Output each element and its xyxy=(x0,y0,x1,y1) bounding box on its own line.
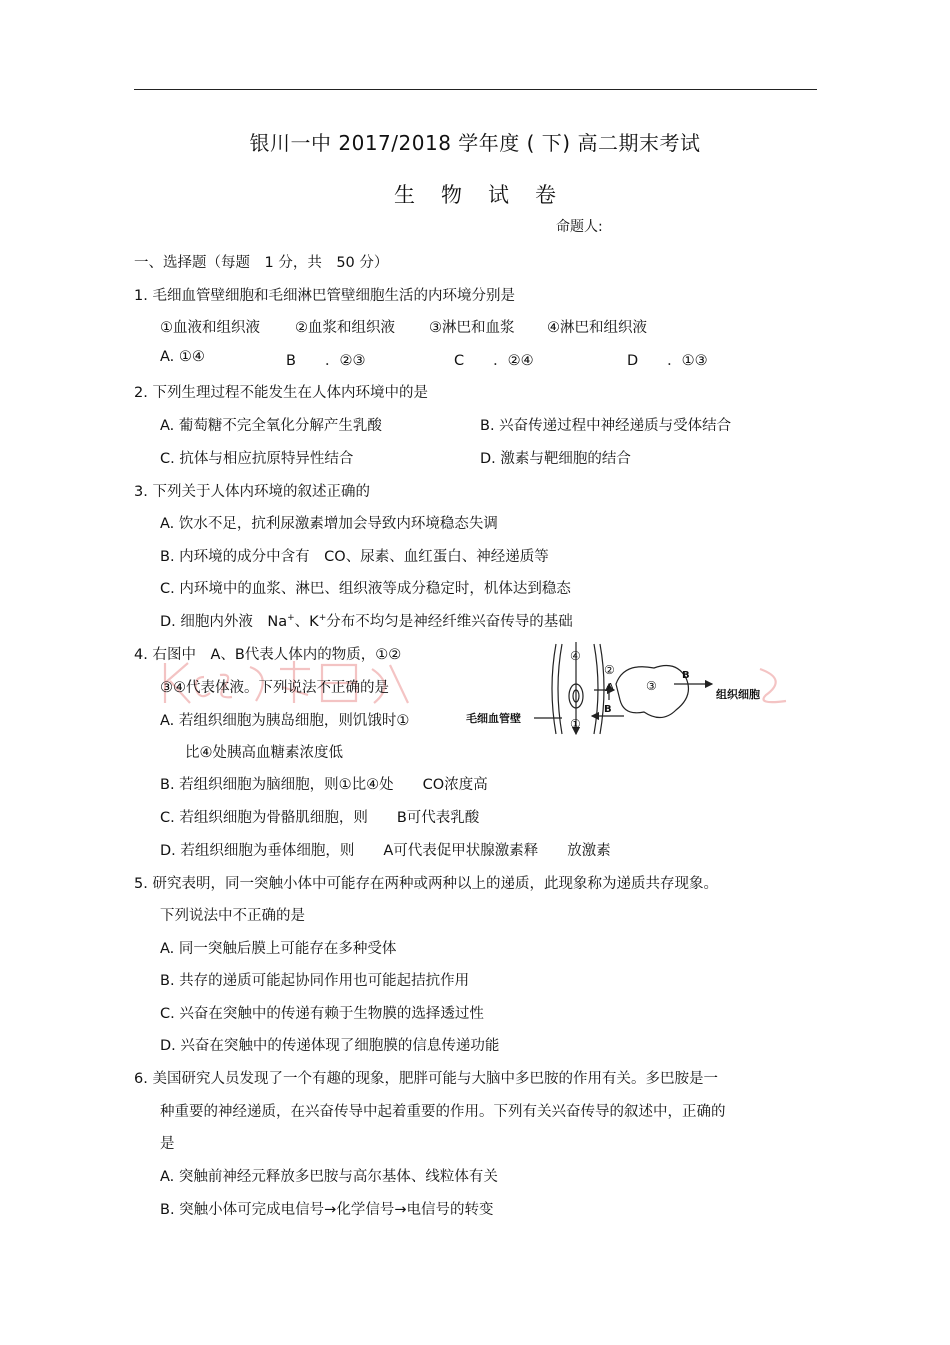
superscript-plus: + xyxy=(287,613,295,624)
top-rule xyxy=(134,89,817,90)
capillary-wall-right-inner xyxy=(600,644,604,734)
q6-option-a: A. 突触前神经元释放多巴胺与高尔基体、线粒体有关 xyxy=(160,1169,498,1185)
q1-item-4: ④淋巴和组织液 xyxy=(547,320,647,336)
q3-stem: 3. 下列关于人体内环境的叙述正确的 xyxy=(134,484,370,500)
q5-stem-1: 5. 研究表明，同一突触小体中可能存在两种或两种以上的递质，此现象称为递质共存现象。 xyxy=(134,876,718,892)
capillary-wall-left xyxy=(552,644,556,734)
q6-option-b: B. 突触小体可完成电信号→化学信号→电信号的转变 xyxy=(160,1202,494,1218)
q3-option-d-pre: D. 细胞内外液 Na xyxy=(160,614,288,630)
mark-3: ③ xyxy=(646,679,657,693)
letter-a: A xyxy=(607,682,614,693)
q6-stem-1: 6. 美国研究人员发现了一个有趣的现象，肥胖可能与大脑中多巴胺的作用有关。多巴胺是一 xyxy=(134,1071,718,1087)
capillary-wall-right xyxy=(594,644,598,734)
page-title: 银川一中 2017/2018 学年度 ( 下) 高二期末考试 xyxy=(249,131,701,155)
author-label: 命题人: xyxy=(556,219,603,235)
q6-stem-3: 是 xyxy=(160,1136,175,1152)
capillary-wall-left-inner xyxy=(558,644,562,734)
q1-option-c: C ．②④ xyxy=(454,353,534,369)
q1-option-d: D ．①③ xyxy=(627,353,708,369)
q3-option-d-mid: 、K xyxy=(294,614,319,630)
q1-option-b: B ．②③ xyxy=(286,353,366,369)
capillary-wall-label: 毛细血管壁 xyxy=(466,712,521,725)
mark-2: ② xyxy=(604,663,615,677)
letter-b-bottom: B xyxy=(604,704,612,715)
q4-stem-1: 4. 右图中 A、B代表人体内的物质，①② xyxy=(134,647,402,663)
q4-diagram xyxy=(464,638,784,738)
q4-stem-2: ③④代表体液。下列说法不正确的是 xyxy=(160,680,389,696)
q5-option-b: B. 共存的递质可能起协同作用也可能起拮抗作用 xyxy=(160,973,470,989)
q2-option-d: D. 激素与靶细胞的结合 xyxy=(480,451,631,467)
q6-stem-2: 种重要的神经递质，在兴奋传导中起着重要的作用。下列有关兴奋传导的叙述中，正确的 xyxy=(160,1104,726,1120)
q1-item-3: ③淋巴和血浆 xyxy=(429,320,515,336)
q5-stem-2: 下列说法中不正确的是 xyxy=(160,908,305,924)
q1-item-2: ②血浆和组织液 xyxy=(295,320,395,336)
tissue-cell-label: 组织细胞 xyxy=(716,688,760,701)
q1-stem: 1. 毛细血管壁细胞和毛细淋巴管壁细胞生活的内环境分别是 xyxy=(134,288,515,304)
q3-option-c: C. 内环境中的血浆、淋巴、组织液等成分稳定时，机体达到稳态 xyxy=(160,581,571,597)
q5-option-a: A. 同一突触后膜上可能存在多种受体 xyxy=(160,941,397,957)
section-heading: 一、选择题（每题 1 分，共 50 分） xyxy=(134,255,389,271)
q4-option-a-1: A. 若组织细胞为胰岛细胞，则饥饿时① xyxy=(160,713,410,729)
mark-4: ④ xyxy=(570,649,581,663)
q3-option-b: B. 内环境的成分中含有 CO、尿素、血红蛋白、神经递质等 xyxy=(160,549,549,565)
subject-title: 生物试卷 xyxy=(394,183,582,207)
q2-option-b: B. 兴奋传递过程中神经递质与受体结合 xyxy=(480,418,732,434)
q4-option-a-2: 比④处胰高血糖素浓度低 xyxy=(185,745,343,761)
q4-option-d: D. 若组织细胞为垂体细胞，则 A可代表促甲状腺激素释 放激素 xyxy=(160,843,611,859)
q3-option-d xyxy=(160,610,573,631)
q4-option-c: C. 若组织细胞为骨骼肌细胞，则 B可代表乳酸 xyxy=(160,810,480,826)
q4-option-b: B. 若组织细胞为脑细胞，则①比④处 CO浓度高 xyxy=(160,777,488,793)
q2-stem: 2. 下列生理过程不能发生在人体内环境中的是 xyxy=(134,385,428,401)
letter-b-top: B xyxy=(682,670,690,681)
q3-option-d-post: 分布不均匀是神经纤维兴奋传导的基础 xyxy=(326,614,573,630)
q1-option-a: A. ①④ xyxy=(160,349,205,365)
q1-item-1: ①血液和组织液 xyxy=(160,320,260,336)
superscript-plus: + xyxy=(318,613,327,624)
q5-option-c: C. 兴奋在突触中的传递有赖于生物膜的选择透过性 xyxy=(160,1006,484,1022)
mark-1: ① xyxy=(570,717,581,731)
q2-option-c: C. 抗体与相应抗原特异性结合 xyxy=(160,451,354,467)
q5-option-d: D. 兴奋在突触中的传递体现了细胞膜的信息传递功能 xyxy=(160,1038,500,1054)
q2-option-a: A. 葡萄糖不完全氧化分解产生乳酸 xyxy=(160,418,382,434)
q3-option-a: A. 饮水不足，抗利尿激素增加会导致内环境稳态失调 xyxy=(160,516,498,532)
